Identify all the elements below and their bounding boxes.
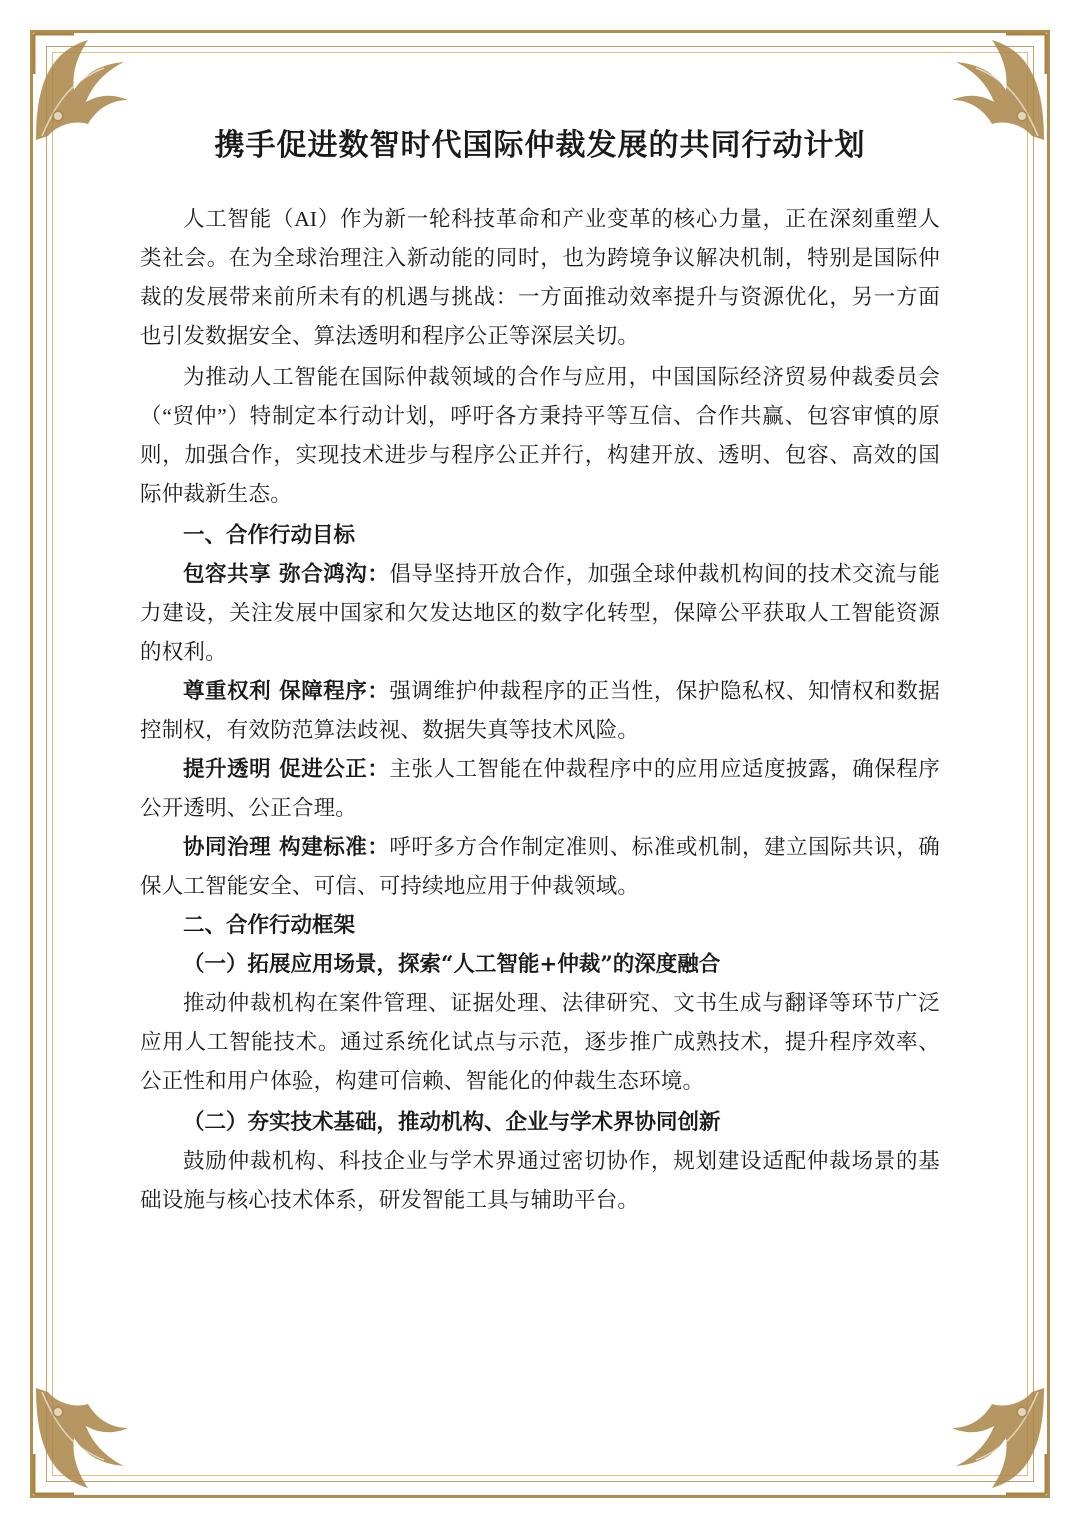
goal-item-2 bbox=[140, 672, 940, 750]
corner-ornament-bottom-right-icon bbox=[932, 1380, 1052, 1500]
subsection-body-2: 鼓励仲裁机构、科技企业与学术界通过密切协作，规划建设适配仲裁场景的基础设施与核心技术体系，研发智能工具与辅助平台。 bbox=[140, 1149, 940, 1212]
page-title: 携手促进数智时代国际仲裁发展的共同行动计划 bbox=[214, 128, 866, 163]
intro-paragraph-2: 为推动人工智能在国际仲裁领域的合作与应用，中国国际经济贸易仲裁委员会（“贸仲”）特制定本行动计划，呼吁各方秉持平等互信、合作共赢、包容审慎的原则，加强合作，实现技术进步与程序公正并行，构建开放、透明、包容、高效的国际仲裁新生态。 bbox=[140, 365, 940, 506]
subsection-heading-1: （一）拓展应用场景，探索“人工智能+仲裁”的深度融合 bbox=[183, 952, 721, 977]
subsection-heading-2: （二）夯实技术基础，推动机构、企业与学术界协同创新 bbox=[183, 1110, 721, 1135]
corner-ornament-bottom-left-icon bbox=[28, 1380, 148, 1500]
goal-item-3-lead: 提升透明 促进公正： bbox=[183, 757, 390, 782]
subsection-body-1: 推动仲裁机构在案件管理、证据处理、法律研究、文书生成与翻译等环节广泛应用人工智能技术。通过系统化试点与示范，逐步推广成熟技术，提升程序效率、公正性和用户体验，构建可信赖、智能化的仲裁生态环境。 bbox=[140, 991, 940, 1093]
goal-item-4 bbox=[140, 828, 940, 906]
goal-item-4-text: 呼吁多方合作制定准则、标准或机制，建立国际共识，确保人工智能安全、可信、可持续地应用于仲裁领域。 bbox=[140, 835, 940, 898]
goal-item-4-lead: 协同治理 构建标准： bbox=[183, 835, 390, 860]
goal-item-3-text: 主张人工智能在仲裁程序中的应用应适度披露，确保程序公开透明、公正合理。 bbox=[140, 757, 940, 820]
intro-paragraph-1: 人工智能（AI）作为新一轮科技革命和产业变革的核心力量，正在深刻重塑人类社会。在为全球治理注入新动能的同时，也为跨境争议解决机制，特别是国际仲裁的发展带来前所未有的机遇与挑战：一方面推动效率提升与资源优化，另一方面也引发数据安全、算法透明和程序公正等深层关切。 bbox=[140, 207, 940, 348]
goal-item-2-text: 强调维护仲裁程序的正当性，保护隐私权、知情权和数据控制权，有效防范算法歧视、数据失真等技术风险。 bbox=[140, 679, 940, 742]
goal-item-2-lead: 尊重权利 保障程序： bbox=[183, 679, 390, 704]
document-body bbox=[140, 120, 940, 1222]
goal-item-1-lead: 包容共享 弥合鸿沟： bbox=[183, 562, 390, 587]
goal-item-1-text: 倡导坚持开放合作，加强全球仲裁机构间的技术交流与能力建设，关注发展中国家和欠发达地区的数字化转型，保障公平获取人工智能资源的权利。 bbox=[140, 562, 940, 664]
section-heading-two: 二、合作行动框架 bbox=[183, 913, 356, 938]
corner-ornament-top-left-icon bbox=[28, 28, 148, 148]
corner-ornament-top-right-icon bbox=[932, 28, 1052, 148]
goal-item-1 bbox=[140, 555, 940, 672]
goal-item-3 bbox=[140, 750, 940, 828]
section-heading-one: 一、合作行动目标 bbox=[183, 523, 356, 548]
